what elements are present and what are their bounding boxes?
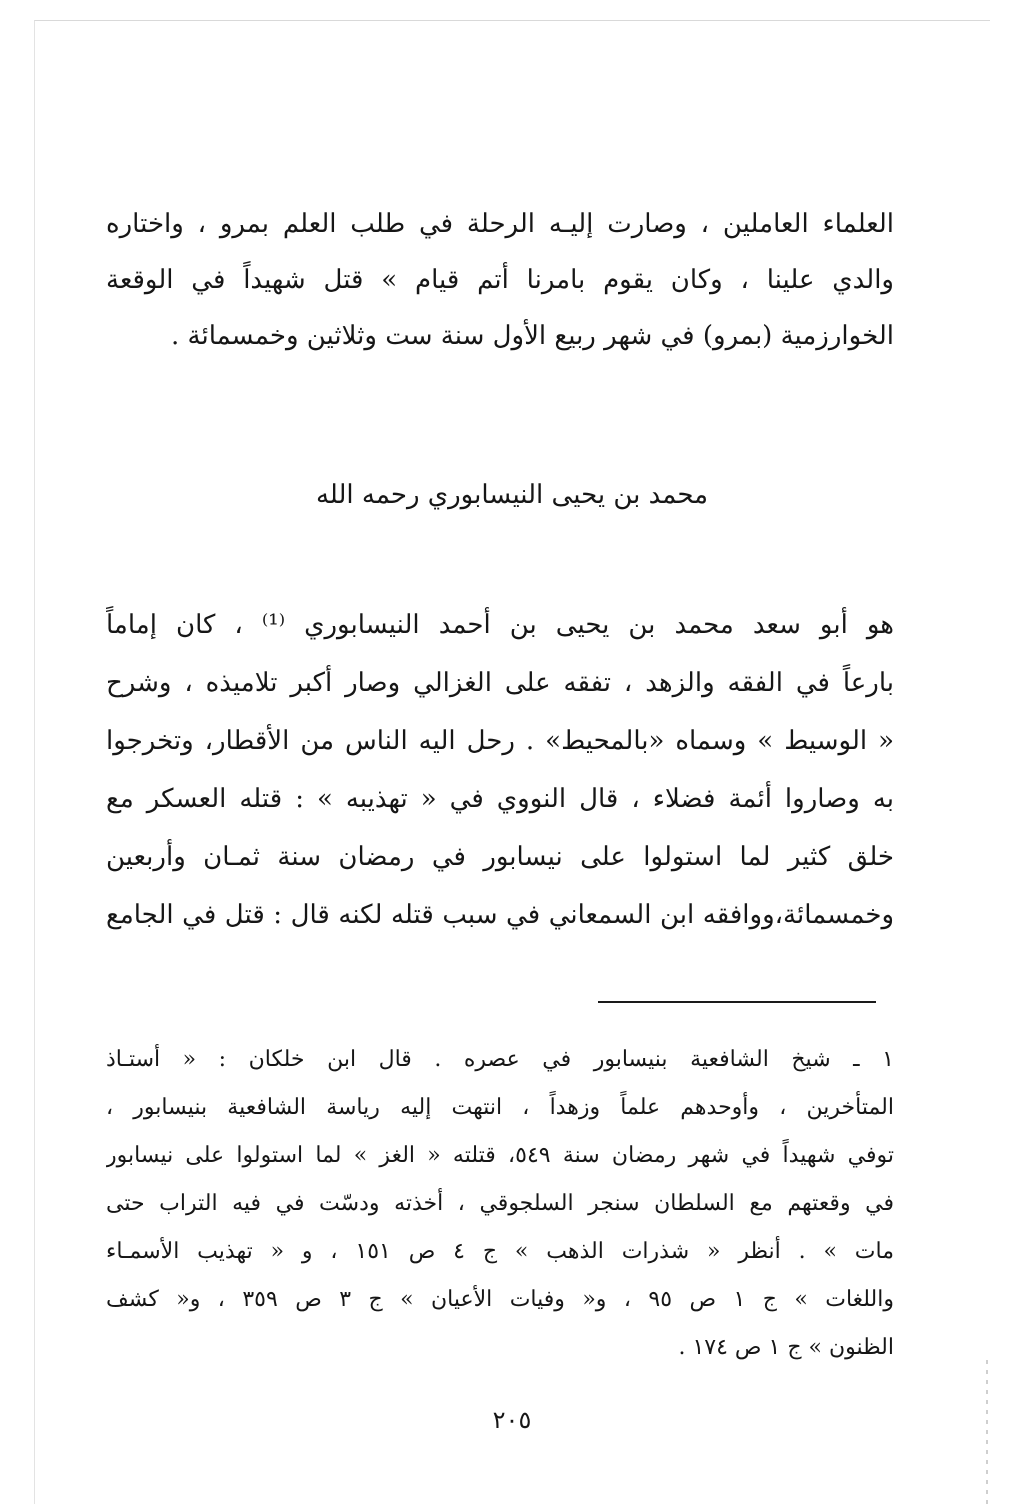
footnote-line: الظنون » ج ١ ص ١٧٤ . <box>678 1335 894 1360</box>
page-number: ٢٠٥ <box>492 1406 532 1434</box>
opening-paragraph <box>106 196 894 364</box>
biography-paragraph <box>106 596 894 944</box>
footnote-separator <box>598 1001 876 1003</box>
text-line: به وصاروا أئمة فضلاء ، قال النووي في « تهذيبه » : قتله العسكر مع <box>106 784 894 814</box>
footnote-line: مات » . أنظر « شذرات الذهب » ج ٤ ص ١٥١ ، و « تهذيب الأسمـاء <box>106 1239 894 1264</box>
footnotes <box>106 1036 894 1372</box>
scan-edge-mark <box>986 1360 988 1504</box>
footnote-line: واللغات » ج ١ ص ٩٥ ، و« وفيات الأعيان » ج ٣ ص ٣٥٩ ، و« كشف <box>106 1287 894 1312</box>
text-line: بارعاً في الفقه والزهد ، تفقه على الغزالي وصار أكبر تلاميذه ، وشرح <box>106 668 894 698</box>
text-line: والدي علينا ، وكان يقوم بامرنا أتم قيام » قتل شهيداً في الوقعة <box>106 265 894 295</box>
footnote-line: المتأخرين ، وأوحدهم علماً وزهداً ، انتهت إليه رياسة الشافعية بنيسابور ، <box>106 1095 894 1120</box>
footnote-line: توفي شهيداً في شهر رمضان سنة ٥٤٩، قتلته « الغز » لما استولوا على نيسابور <box>106 1143 894 1168</box>
text-line: الخوارزمية (بمرو) في شهر ربيع الأول سنة ست وثلاثين وخمسمائة . <box>170 321 894 351</box>
footnote-line: ١ ـ شيخ الشافعية بنيسابور في عصره . قال ابن خلكان : « أستـاذ <box>106 1047 894 1072</box>
text-line: خلق كثير لما استولوا على نيسابور في رمضان سنة ثمـان وأربعين <box>106 842 894 872</box>
footnote-line: في وقعتهم مع السلطان سنجر السلجوقي ، أخذته ودسّت في فيه التراب حتى <box>106 1191 894 1216</box>
text-line: « الوسيط » وسماه «بالمحيط» . رحل اليه الناس من الأقطار، وتخرجوا <box>106 726 894 756</box>
text-line: وخمسمائة،ووافقه ابن السمعاني في سبب قتله لكنه قال : قتل في الجامع <box>106 900 894 930</box>
text-line: العلماء العاملين ، وصارت إليـه الرحلة في طلب العلم بمرو ، واختاره <box>106 209 894 239</box>
text-line: هو أبو سعد محمد بن يحيى بن أحمد النيسابوري ⁽¹⁾ ، كان إماماً <box>106 610 894 640</box>
section-heading: محمد بن يحيى النيسابوري رحمه الله <box>315 480 709 510</box>
